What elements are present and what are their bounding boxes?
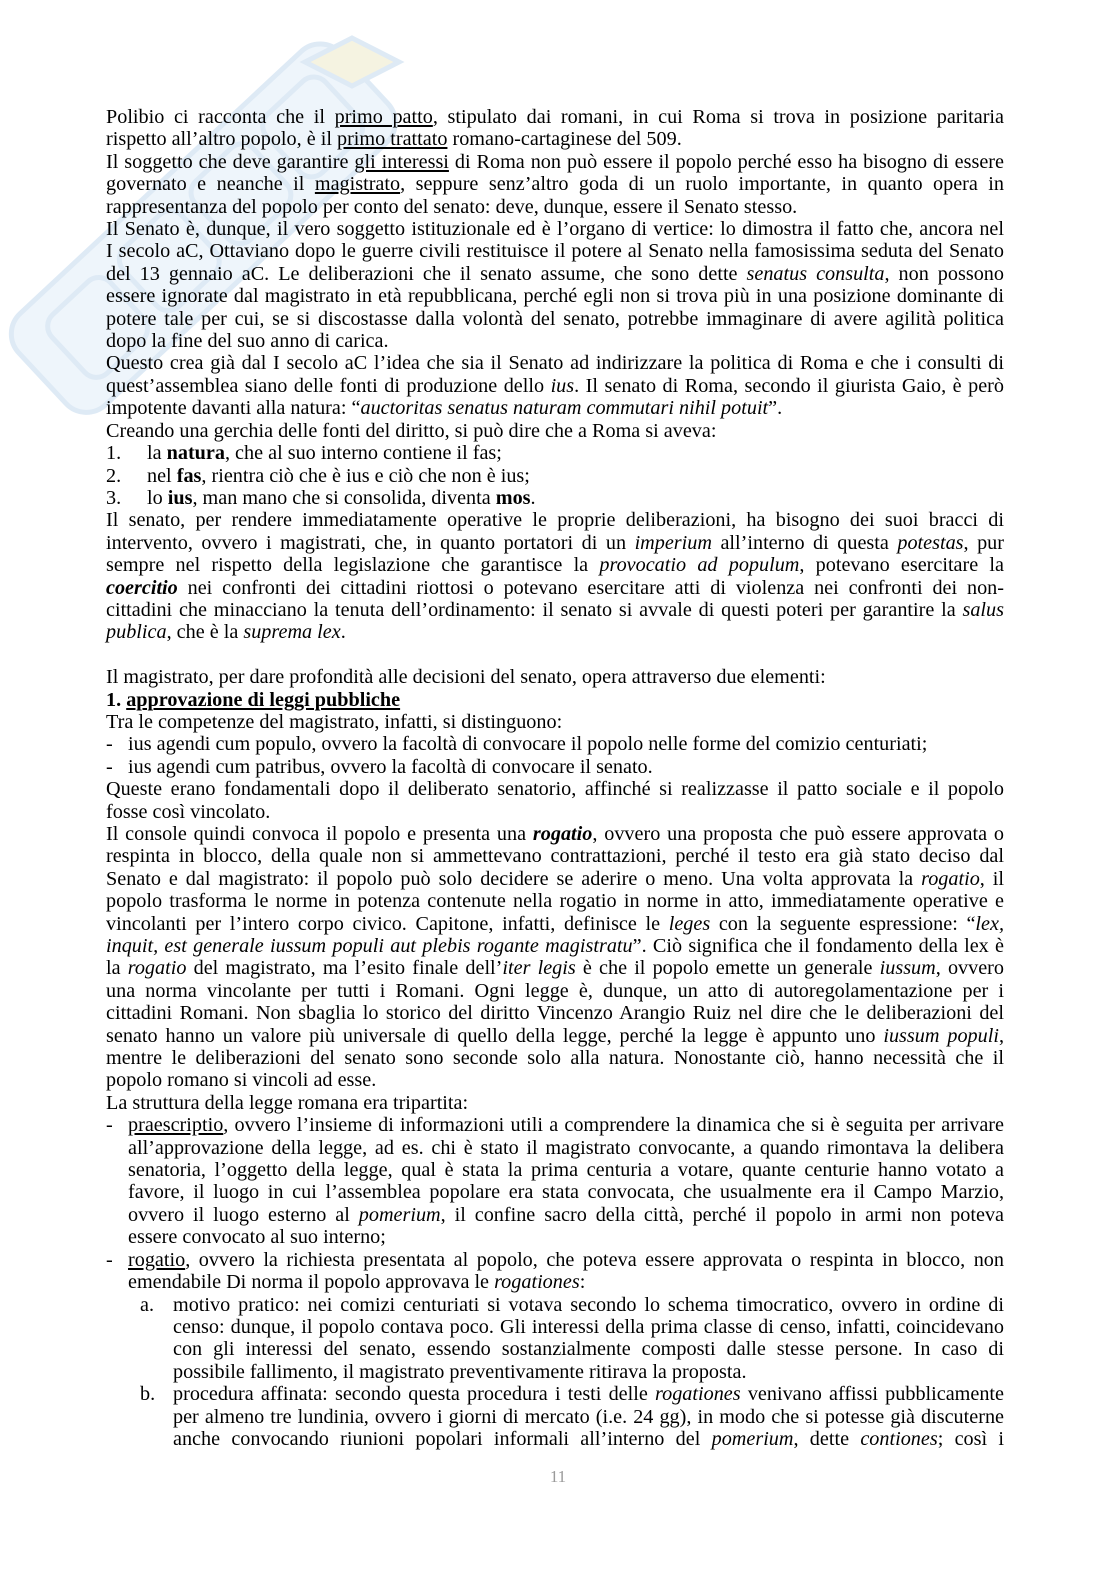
text-line: [106, 689, 1004, 711]
text-run: respinta in blocco, della quale non si ammettevano contrattazioni, perché il testo era già stato deciso dal: [106, 845, 1004, 868]
block-content: [106, 823, 1004, 1092]
text-line: [106, 352, 1004, 374]
paragraph: [106, 151, 1004, 218]
text-line: [173, 1406, 1004, 1428]
text-run: cittadini Romani. Non sbaglia lo storico del diritto Vincenzo Arangio Ruiz nel dire che le deliberazioni del: [106, 1002, 1004, 1025]
emphasized-text-run: leges: [668, 912, 711, 935]
text-line: [106, 218, 1004, 240]
text-line: [128, 733, 1004, 755]
text-line: [106, 845, 1004, 867]
text-line: [106, 1025, 1004, 1047]
list-marker: 2.: [106, 464, 122, 487]
block-content: [106, 106, 1004, 151]
emphasized-text-run: fas: [176, 464, 202, 487]
emphasized-text-run: iussum populi: [883, 1024, 999, 1047]
list-marker: b.: [140, 1383, 156, 1406]
document-body: [106, 106, 1004, 1450]
text-run: , dette: [793, 1427, 861, 1450]
emphasized-text-run: iter legis: [502, 957, 576, 980]
text-run: , pur: [963, 531, 1004, 554]
emphasized-text-run: rogationes: [655, 1383, 741, 1406]
text-line: [128, 1271, 1004, 1293]
text-run: ius agendi cum patribus, ovvero la facoltà di convocare il senato.: [128, 755, 653, 778]
text-run: Queste erano fondamentali dopo il deliberato senatorio, affinché si realizzasse il patto sociale e il popolo: [106, 778, 1004, 801]
text-run: ; così i: [937, 1427, 1004, 1450]
block-content: [128, 756, 1004, 778]
text-line: [106, 240, 1004, 262]
text-line: [106, 980, 1004, 1002]
list-marker: 3.: [106, 486, 122, 509]
text-line: [106, 778, 1004, 800]
text-line: [106, 868, 1004, 890]
text-line: [106, 285, 1004, 307]
paragraph: [106, 218, 1004, 352]
text-run: sempre nel rispetto della legislazione che garantisce la: [106, 554, 600, 577]
list-marker: a.: [140, 1293, 155, 1316]
block-content: [106, 151, 1004, 218]
text-run: , che al suo interno contiene il fas;: [224, 442, 502, 465]
block-content: [128, 1249, 1004, 1294]
paragraph: [106, 106, 1004, 151]
emphasized-text-run: 1.: [106, 688, 127, 711]
emphasized-text-run: approvazione di leggi pubbliche: [126, 688, 401, 711]
text-line: [106, 1092, 1004, 1114]
emphasized-text-run: rogatio: [128, 1248, 186, 1271]
emphasized-text-run: auctoritas senatus naturam commutari nihil potuit: [360, 397, 769, 420]
emphasized-text-run: contiones: [860, 1427, 938, 1450]
text-line: [106, 151, 1004, 173]
text-run: motivo pratico: nei comizi centuriati si votava secondo lo schema timocratico, ovvero in ordine di: [173, 1293, 1004, 1316]
paragraph: [106, 823, 1004, 1092]
text-line: [128, 1159, 1004, 1181]
block-content: [128, 1114, 1004, 1248]
text-run: favore, il luogo in cui l’assemblea popolare era stata convocata, che usualmente era il Campo Marzio,: [128, 1181, 1004, 1204]
text-run: senatoria, l’oggetto della legge, qual è stata la prima centuria a votare, quante centurie hanno votato a: [128, 1159, 1004, 1182]
list-marker: 1.: [106, 442, 122, 465]
text-run: emendabile Di norma il popolo approvava le: [128, 1271, 495, 1294]
list-marker: -: [106, 733, 113, 756]
text-run: , il: [979, 867, 1005, 890]
text-run: Il Senato è, dunque, il vero soggetto istituzionale ed è l’organo di vertice: lo dimostra il fatto che, ancora nel: [106, 218, 1004, 241]
text-run: rispetto all’altro popolo, è il: [106, 128, 337, 151]
block-content: [106, 778, 1004, 823]
text-run: senato hanno un valore più universale di quello della legge, perché la legge è appunto uno: [106, 1024, 884, 1047]
text-run: , che è la: [166, 621, 244, 644]
text-run: governato e neanche il: [106, 173, 315, 196]
text-line: [106, 375, 1004, 397]
text-run: , ovvero una proposta che può essere approvata o: [592, 822, 1004, 845]
list-item: [106, 1294, 1004, 1384]
text-run: , man mano che si consolida, diventa: [192, 486, 496, 509]
text-run: ovvero il luogo esterno al: [128, 1203, 359, 1226]
text-line: [106, 173, 1004, 195]
text-line: [173, 1383, 1004, 1405]
text-line: [106, 935, 1004, 957]
text-line: [173, 1316, 1004, 1338]
text-line: [128, 1114, 1004, 1136]
text-line: [106, 397, 1004, 419]
emphasized-text-run: publica: [106, 621, 167, 644]
text-line: [106, 711, 1004, 733]
text-line: [106, 577, 1004, 599]
emphasized-text-run: ius: [550, 374, 575, 397]
text-run: romano-cartaginese del 509.: [447, 128, 682, 151]
text-run: vincolanti per l’intero corpo civico. Capitone, infatti, definisce le: [106, 912, 669, 935]
emphasized-text-run: lex,: [975, 912, 1004, 935]
list-item: [106, 1249, 1004, 1294]
text-run: Il soggetto che deve garantire: [106, 150, 355, 173]
list-marker: -: [106, 1114, 113, 1137]
emphasized-text-run: imperium: [634, 531, 712, 554]
blank-line: [106, 644, 1004, 666]
block-content: [106, 352, 1004, 419]
text-run: . Il senato di Roma, secondo il giurista Gaio, è però: [574, 374, 1004, 397]
text-run: , ovvero l’insieme di informazioni utili a comprendere la dinamica che si è seguita per arrivare: [223, 1114, 1004, 1137]
text-line: [173, 1428, 1004, 1450]
text-line: [128, 756, 1004, 778]
paragraph: [106, 352, 1004, 419]
text-run: ius agendi cum populo, ovvero la facoltà di convocare il popolo nelle forme del comizio centuriati;: [128, 733, 928, 756]
text-line: [106, 666, 1004, 688]
block-content: [106, 420, 1004, 442]
text-line: [106, 957, 1004, 979]
text-run: cittadini che minacciano la tenuta dell’ordinamento: il senato si avvale di questi poteri per garantire la: [106, 598, 963, 621]
emphasized-text-run: senatus consulta: [746, 262, 885, 285]
text-run: Il magistrato, per dare profondità alle decisioni del senato, opera attraverso due elementi:: [106, 666, 826, 689]
paragraph: [106, 1092, 1004, 1114]
text-run: procedura affinata: secondo questa procedura i testi delle: [173, 1383, 656, 1406]
emphasized-text-run: potestas: [897, 531, 964, 554]
text-line: [106, 532, 1004, 554]
text-run: nel: [147, 464, 177, 487]
text-line: [106, 1002, 1004, 1024]
emphasized-text-run: pomerium: [711, 1427, 794, 1450]
text-run: di Roma non può essere il popolo perché esso ha bisogno di essere: [448, 150, 1004, 173]
text-run: nei confronti dei cittadini riottosi o potevano esercitare atti di violenza nei confronti dei non-: [177, 576, 1004, 599]
text-run: intervento, ovvero i magistrati, che, in quanto portatori di un: [106, 531, 635, 554]
text-run: Senato e dal magistrato: il popolo può solo decidere se aderire o meno. Una volta approvata la: [106, 867, 922, 890]
emphasized-text-run: praescriptio: [128, 1114, 224, 1137]
text-run: , non possono: [884, 262, 1004, 285]
text-line: [128, 1204, 1004, 1226]
emphasized-text-run: primo patto: [334, 106, 433, 128]
emphasized-text-run: rogatio: [921, 867, 980, 890]
text-run: , stipulato dai romani, in cui Roma si trova in posizione paritaria: [432, 106, 1004, 128]
text-run: ”. Ciò significa che il fondamento della lex è: [632, 935, 1004, 958]
text-line: [106, 599, 1004, 621]
text-run: ,: [998, 1024, 1004, 1047]
text-line: [106, 823, 1004, 845]
paragraph: [106, 666, 1004, 688]
emphasized-text-run: gli interessi: [354, 150, 449, 173]
text-line: [128, 1249, 1004, 1271]
block-content: [106, 1092, 1004, 1114]
text-run: Il senato, per rendere immediatamente operative le proprie deliberazioni, ha bisogno dei suoi bracci di: [106, 509, 1004, 532]
text-line: [173, 1361, 1004, 1383]
text-run: Questo crea già dal I secolo aC l’idea che sia il Senato ad indirizzare la politica di Roma e che i consulti di: [106, 352, 1004, 375]
emphasized-text-run: rogatio: [127, 957, 187, 980]
text-run: con la seguente espressione: “: [710, 912, 976, 935]
text-run: Tra le competenze del magistrato, infatti, si distinguono:: [106, 710, 563, 733]
text-run: potere tale per cui, se si discostasse dalla volontà del senato, potrebbe immaginare di avere agilità politica: [106, 307, 1004, 330]
text-run: .: [530, 486, 536, 509]
text-run: del 13 gennaio aC. Le deliberazioni che il senato assume, che sono dette: [106, 262, 747, 285]
text-run: una norma vincolante per tutti i Romani. Ogni legge è, dunque, un atto di autoregolamentazione per i: [106, 979, 1004, 1002]
emphasized-text-run: pomerium: [358, 1203, 441, 1226]
text-line: [106, 330, 1004, 352]
emphasized-text-run: suprema lex: [243, 621, 341, 644]
text-line: [106, 890, 1004, 912]
text-line: [106, 420, 1004, 442]
emphasized-text-run: salus: [962, 598, 1004, 621]
block-content: [106, 218, 1004, 352]
text-line: [106, 106, 1004, 128]
list-marker: -: [106, 755, 113, 778]
text-line: [106, 263, 1004, 285]
text-run: quest’assemblea siano delle fonti di produzione dello: [106, 374, 551, 397]
text-run: rappresentanza del popolo per conto del senato: deve, dunque, essere il Senato stesso.: [106, 195, 798, 218]
emphasized-text-run: natura: [166, 442, 225, 465]
text-run: dopo la fine del suo anno di carica.: [106, 330, 389, 353]
text-line: [128, 1226, 1004, 1248]
paragraph: [106, 778, 1004, 823]
text-run: è che il popolo emette un generale: [575, 957, 880, 980]
emphasized-text-run: rogationes: [494, 1271, 580, 1294]
list-marker: -: [106, 1248, 113, 1271]
text-line: [106, 801, 1004, 823]
block-content: [147, 442, 1004, 464]
text-line: [106, 1069, 1004, 1091]
text-line: [147, 487, 1004, 509]
text-run: del magistrato, ma l’esito finale dell’: [186, 957, 503, 980]
text-run: , il confine sacro della città, perché il popolo in armi non poteva: [440, 1203, 1004, 1226]
text-run: :: [579, 1271, 586, 1294]
text-run: , ovvero la richiesta presentata al popolo, che poteva essere approvata o respinta in blocco, non: [185, 1248, 1004, 1271]
block-content: [173, 1383, 1004, 1450]
text-run: ”.: [768, 397, 783, 420]
text-run: anche convocando riunioni popolari informali all’interno del: [173, 1427, 712, 1450]
page-number: 11: [549, 1467, 567, 1486]
text-run: essere ignorate dal magistrato in età repubblicana, perché egli non si trova più in una posizione dominante di: [106, 285, 1004, 308]
list-item: [106, 465, 1004, 487]
text-line: [106, 1047, 1004, 1069]
emphasized-text-run: primo trattato: [336, 128, 448, 151]
text-line: [106, 554, 1004, 576]
text-line: [147, 442, 1004, 464]
section-heading: [106, 689, 1004, 711]
text-run: all’approvazione della legge, ad es. chi è stato il magistrato convocante, a quando rimontava la delibera: [128, 1136, 1004, 1159]
text-line: [147, 465, 1004, 487]
text-line: [106, 308, 1004, 330]
text-line: [106, 196, 1004, 218]
block-content: [173, 1294, 1004, 1384]
text-run: , ovvero: [935, 957, 1004, 980]
emphasized-text-run: provocatio ad populum: [599, 554, 800, 577]
text-run: la: [106, 957, 128, 980]
emphasized-text-run: rogatio: [532, 822, 593, 845]
text-line: [106, 509, 1004, 531]
block-content: [147, 487, 1004, 509]
text-run: la: [147, 442, 167, 465]
paragraph: [106, 711, 1004, 733]
emphasized-text-run: ius: [167, 486, 193, 509]
emphasized-text-run: inquit, est generale iussum populi aut plebis rogante magistratu: [106, 935, 633, 958]
text-run: Polibio ci racconta che il: [106, 106, 335, 128]
text-line: [128, 1181, 1004, 1203]
block-content: [106, 689, 1004, 711]
paragraph: [106, 509, 1004, 643]
text-run: per almeno tre lundinia, ovvero i giorni di mercato (i.e. 24 gg), in modo che si potesse già discuterne: [173, 1405, 1004, 1428]
text-run: .: [340, 621, 346, 644]
text-run: fosse così vincolato.: [106, 800, 271, 823]
text-run: , seppure senz’altro goda di un ruolo importante, in quanto opera in: [400, 173, 1004, 196]
text-run: I secolo aC, Ottaviano dopo le guerre civili restituisce il potere al Senato nella famosissima seduta del Senato: [106, 240, 1004, 263]
list-item: [106, 733, 1004, 755]
text-run: lo: [147, 486, 168, 509]
text-line: [106, 128, 1004, 150]
emphasized-text-run: magistrato: [314, 173, 401, 196]
emphasized-text-run: iussum: [879, 957, 936, 980]
text-line: [173, 1338, 1004, 1360]
list-item: [106, 1114, 1004, 1248]
block-content: [106, 666, 1004, 688]
text-run: popolo trasforma le norme in potenza contenute nella rogatio in norme in atto, immediatamente operative e: [106, 890, 1004, 913]
text-run: popolo romano si vincoli ad esse.: [106, 1069, 377, 1092]
text-line: [173, 1294, 1004, 1316]
emphasized-text-run: coercitio: [106, 576, 178, 599]
text-run: possibile fallimento, il magistrato preventivamente ritirava la proposta.: [173, 1360, 747, 1383]
text-run: La struttura della legge romana era tripartita:: [106, 1091, 469, 1114]
list-item: [106, 756, 1004, 778]
paragraph: [106, 420, 1004, 442]
block-content: [106, 711, 1004, 733]
text-run: essere convocato al suo interno;: [128, 1226, 386, 1249]
text-line: [128, 1137, 1004, 1159]
text-run: , rientra ciò che è ius e ciò che non è ius;: [201, 464, 530, 487]
block-content: [106, 509, 1004, 643]
list-item: [106, 487, 1004, 509]
text-run: mentre le deliberazioni del senato sono seconde solo alla natura. Nonostante ciò, hanno necessità che il: [106, 1047, 1004, 1070]
emphasized-text-run: mos: [495, 486, 531, 509]
text-run: impotente davanti alla natura: “: [106, 397, 361, 420]
text-run: all’interno di questa: [711, 531, 898, 554]
text-run: con gli interessi del senato, essendo sostanzialmente composti dalle stesse persone. In caso di: [173, 1338, 1004, 1361]
text-run: venivano affissi pubblicamente: [740, 1383, 1004, 1406]
list-item: [106, 442, 1004, 464]
block-content: [128, 733, 1004, 755]
text-run: Il console quindi convoca il popolo e presenta una: [106, 822, 533, 845]
text-line: [106, 621, 1004, 643]
text-run: Creando una gerchia delle fonti del diritto, si può dire che a Roma si aveva:: [106, 419, 717, 442]
text-run: censo: dunque, il popolo contava poco. Gli interessi della prima classe di censo, infatti, coincidevano: [173, 1315, 1004, 1338]
block-content: [147, 465, 1004, 487]
text-run: , potevano esercitare la: [799, 554, 1004, 577]
list-item: [106, 1383, 1004, 1450]
text-line: [106, 913, 1004, 935]
